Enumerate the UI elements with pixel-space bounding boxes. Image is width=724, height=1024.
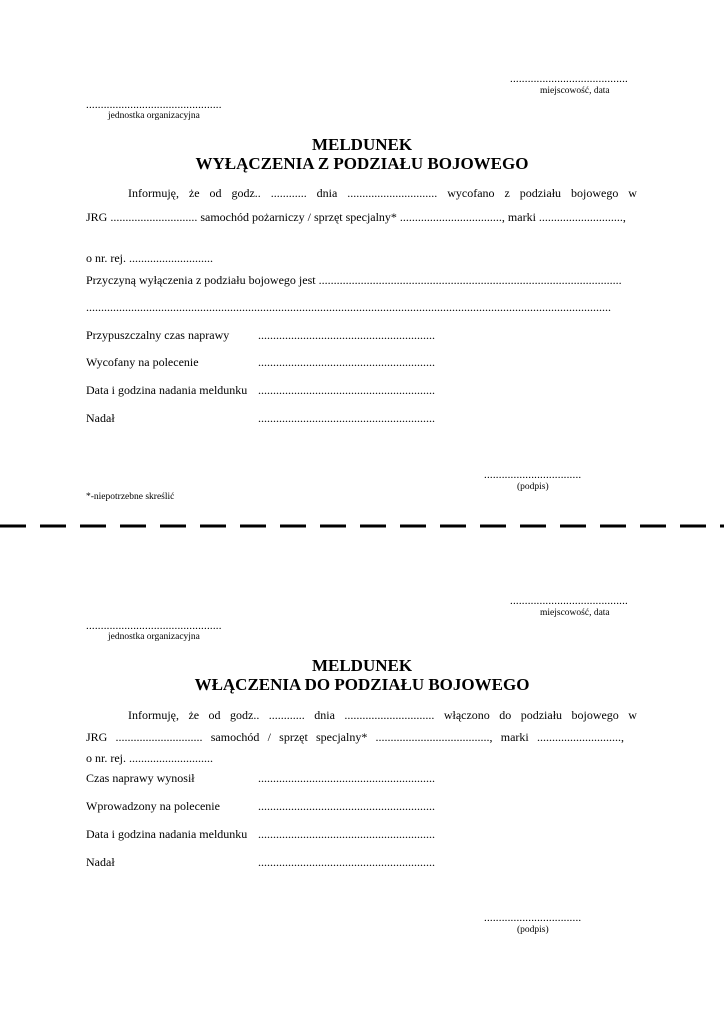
- word: w: [628, 186, 637, 200]
- place-date-dots[interactable]: ........................................: [510, 595, 628, 607]
- word: wycofano: [447, 186, 495, 200]
- reason-line[interactable]: Przyczyną wyłączenia z podziału bojowego jest .....................................................................................................: [86, 273, 622, 287]
- footnote: *-niepotrzebne skreślić: [86, 492, 175, 502]
- word: godz..: [230, 708, 260, 722]
- field-label-report-datetime: Data i godzina nadania meldunku: [86, 827, 248, 841]
- field-dots-repair-time[interactable]: ...........................................................: [258, 328, 435, 342]
- word: godz..: [231, 186, 261, 200]
- field-dots-introduced-by[interactable]: ...........................................................: [258, 799, 435, 813]
- report-paragraph-line1: [128, 708, 637, 723]
- field-label-repair-time: Czas naprawy wynosił: [86, 771, 195, 785]
- field-dots-sent-by[interactable]: ...........................................................: [258, 855, 435, 869]
- word: od: [209, 186, 222, 200]
- jrg-field-dots[interactable]: .............................: [115, 730, 203, 744]
- unit-label: jednostka organizacyjna: [108, 111, 200, 121]
- report-paragraph-line1: [128, 186, 637, 201]
- form-title-line1: MELDUNEK: [311, 656, 413, 675]
- date-field-dots[interactable]: ..............................: [344, 708, 435, 722]
- field-label-introduced-by: Wprowadzony na polecenie: [86, 799, 220, 813]
- word: /: [267, 730, 271, 744]
- form-title-line2: WYŁĄCZENIA Z PODZIAŁU BOJOWEGO: [195, 154, 529, 173]
- word: Informuję,: [128, 708, 179, 722]
- word: że: [188, 708, 200, 722]
- word: w: [628, 708, 637, 722]
- place-date-dots[interactable]: ........................................: [510, 73, 628, 85]
- word: podziału: [519, 186, 562, 200]
- field-dots-sent-by[interactable]: ...........................................................: [258, 411, 435, 425]
- reason-continuation-dots[interactable]: ...............................................................................................................................................................................: [86, 300, 611, 314]
- unit-dots[interactable]: ..............................................: [86, 620, 222, 632]
- place-date-label: miejscowość, data: [540, 608, 610, 618]
- field-dots-report-datetime[interactable]: ...........................................................: [258, 383, 435, 397]
- word: podziału: [520, 708, 563, 722]
- word: z: [504, 186, 510, 200]
- report-paragraph-line2: [86, 730, 624, 745]
- form-title-line1: MELDUNEK: [311, 135, 413, 154]
- word: marki: [500, 730, 529, 744]
- signature-label: (podpis): [517, 925, 549, 935]
- signature-label: (podpis): [517, 482, 549, 492]
- word: JRG: [86, 730, 108, 744]
- field-label-report-datetime: Data i godzina nadania meldunku: [86, 383, 248, 397]
- unit-dots[interactable]: ..............................................: [86, 99, 222, 111]
- signature-dots[interactable]: .................................: [484, 469, 582, 481]
- word: że: [188, 186, 200, 200]
- word: bojowego: [571, 708, 619, 722]
- word: od: [208, 708, 221, 722]
- brand-field-dots[interactable]: ............................,: [536, 730, 624, 744]
- time-field-dots[interactable]: ............: [268, 708, 305, 722]
- field-dots-withdrawn-by[interactable]: ...........................................................: [258, 355, 435, 369]
- registration-line[interactable]: o nr. rej. ............................: [86, 751, 213, 765]
- time-field-dots[interactable]: ............: [270, 186, 307, 200]
- field-label-repair-time: Przypuszczalny czas naprawy: [86, 328, 230, 342]
- cut-line-divider: [0, 520, 724, 532]
- word: specjalny*: [316, 730, 368, 744]
- report-paragraph-line2[interactable]: JRG ............................. samochód pożarniczy / sprzęt specjalny* .................................., marki ............................,: [86, 210, 626, 224]
- date-field-dots[interactable]: ..............................: [347, 186, 438, 200]
- place-date-label: miejscowość, data: [540, 86, 610, 96]
- unit-label: jednostka organizacyjna: [108, 632, 200, 642]
- word: dnia: [314, 708, 335, 722]
- registration-line[interactable]: o nr. rej. ............................: [86, 251, 213, 265]
- form-title-line2: WŁĄCZENIA DO PODZIAŁU BOJOWEGO: [194, 675, 530, 694]
- word: do: [499, 708, 512, 722]
- field-dots-repair-time[interactable]: ...........................................................: [258, 771, 435, 785]
- field-label-sent-by: Nadał: [86, 855, 115, 869]
- word: samochód: [210, 730, 260, 744]
- word: bojowego: [571, 186, 619, 200]
- field-label-sent-by: Nadał: [86, 411, 115, 425]
- word: włączono: [443, 708, 490, 722]
- word: Informuję,: [128, 186, 179, 200]
- word: sprzęt: [279, 730, 308, 744]
- signature-dots[interactable]: .................................: [484, 912, 582, 924]
- vehicle-field-dots[interactable]: ......................................,: [375, 730, 493, 744]
- field-label-withdrawn-by: Wycofany na polecenie: [86, 355, 199, 369]
- word: dnia: [316, 186, 338, 200]
- field-dots-report-datetime[interactable]: ...........................................................: [258, 827, 435, 841]
